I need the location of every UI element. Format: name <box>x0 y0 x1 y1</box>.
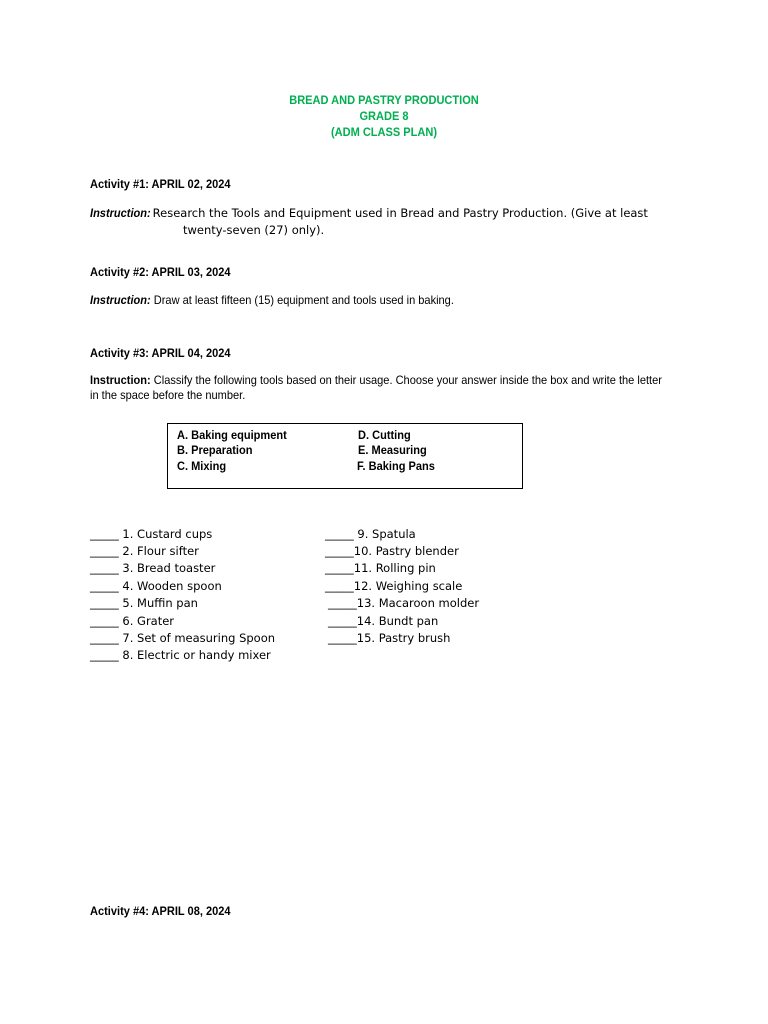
instruction-label: Instruction: <box>90 293 151 307</box>
activity-3-instruction-cont <box>90 387 259 403</box>
list-item: _____ 7. Set of measuring Spoon <box>90 631 276 645</box>
choice-c: C. Mixing <box>177 459 227 473</box>
list-item: _____14. Bundt pan <box>328 614 439 628</box>
choice-b: B. Preparation <box>177 443 253 457</box>
list-item: _____ 5. Muffin pan <box>90 596 198 610</box>
choice-a: A. Baking equipment <box>177 428 287 442</box>
document-header <box>31 92 738 140</box>
list-item: _____ 1. Custard cups <box>90 527 213 541</box>
choice-f: F. Baking Pans <box>357 459 435 473</box>
list-item: _____ 6. Grater <box>90 614 175 628</box>
instruction-label: Instruction: <box>90 373 151 387</box>
activity-3-instruction <box>90 372 712 388</box>
activity-3-title: Activity #3: APRIL 04, 2024 <box>90 346 231 360</box>
activity-1-instruction-cont: twenty-seven (27) only). <box>183 223 325 237</box>
activity-4-title: Activity #4: APRIL 08, 2024 <box>90 904 231 918</box>
instruction-text: Classify the following tools based on their usage. Choose your answer inside the box and write the letter <box>150 373 662 387</box>
instruction-label: Instruction: <box>90 206 151 220</box>
activity-1-title: Activity #1: APRIL 02, 2024 <box>90 177 231 191</box>
list-item: _____ 9. Spatula <box>325 527 416 541</box>
header-grade: GRADE 8 <box>359 109 409 123</box>
activity-2-instruction-wrap <box>90 292 454 308</box>
list-item: _____12. Weighing scale <box>325 579 463 593</box>
header-title: BREAD AND PASTRY PRODUCTION <box>289 93 479 107</box>
choice-e: E. Measuring <box>358 443 427 457</box>
list-item: _____15. Pastry brush <box>328 631 451 645</box>
list-item: _____ 4. Wooden spoon <box>90 579 222 593</box>
instruction-text: Research the Tools and Equipment used in Bread and Pastry Production. (Give at least <box>149 206 648 220</box>
list-item: _____13. Macaroon molder <box>328 596 480 610</box>
activity-2-instruction <box>90 292 486 308</box>
activity-2-title: Activity #2: APRIL 03, 2024 <box>90 265 231 279</box>
list-item: _____ 8. Electric or handy mixer <box>90 648 271 662</box>
instruction-text: Draw at least fifteen (15) equipment and tools used in baking. <box>150 293 454 307</box>
choice-d: D. Cutting <box>358 428 411 442</box>
list-item: _____ 3. Bread toaster <box>90 561 216 575</box>
choices-box <box>167 423 523 489</box>
list-item: _____ 2. Flour sifter <box>90 544 199 558</box>
list-item: _____11. Rolling pin <box>325 561 436 575</box>
activity-3-instruction-wrap <box>90 372 662 388</box>
header-subtitle: (ADM CLASS PLAN) <box>330 125 438 139</box>
list-item: _____10. Pastry blender <box>325 544 459 558</box>
instruction-text-cont: in the space before the number. <box>90 388 246 402</box>
activity-1-instruction <box>90 205 648 221</box>
